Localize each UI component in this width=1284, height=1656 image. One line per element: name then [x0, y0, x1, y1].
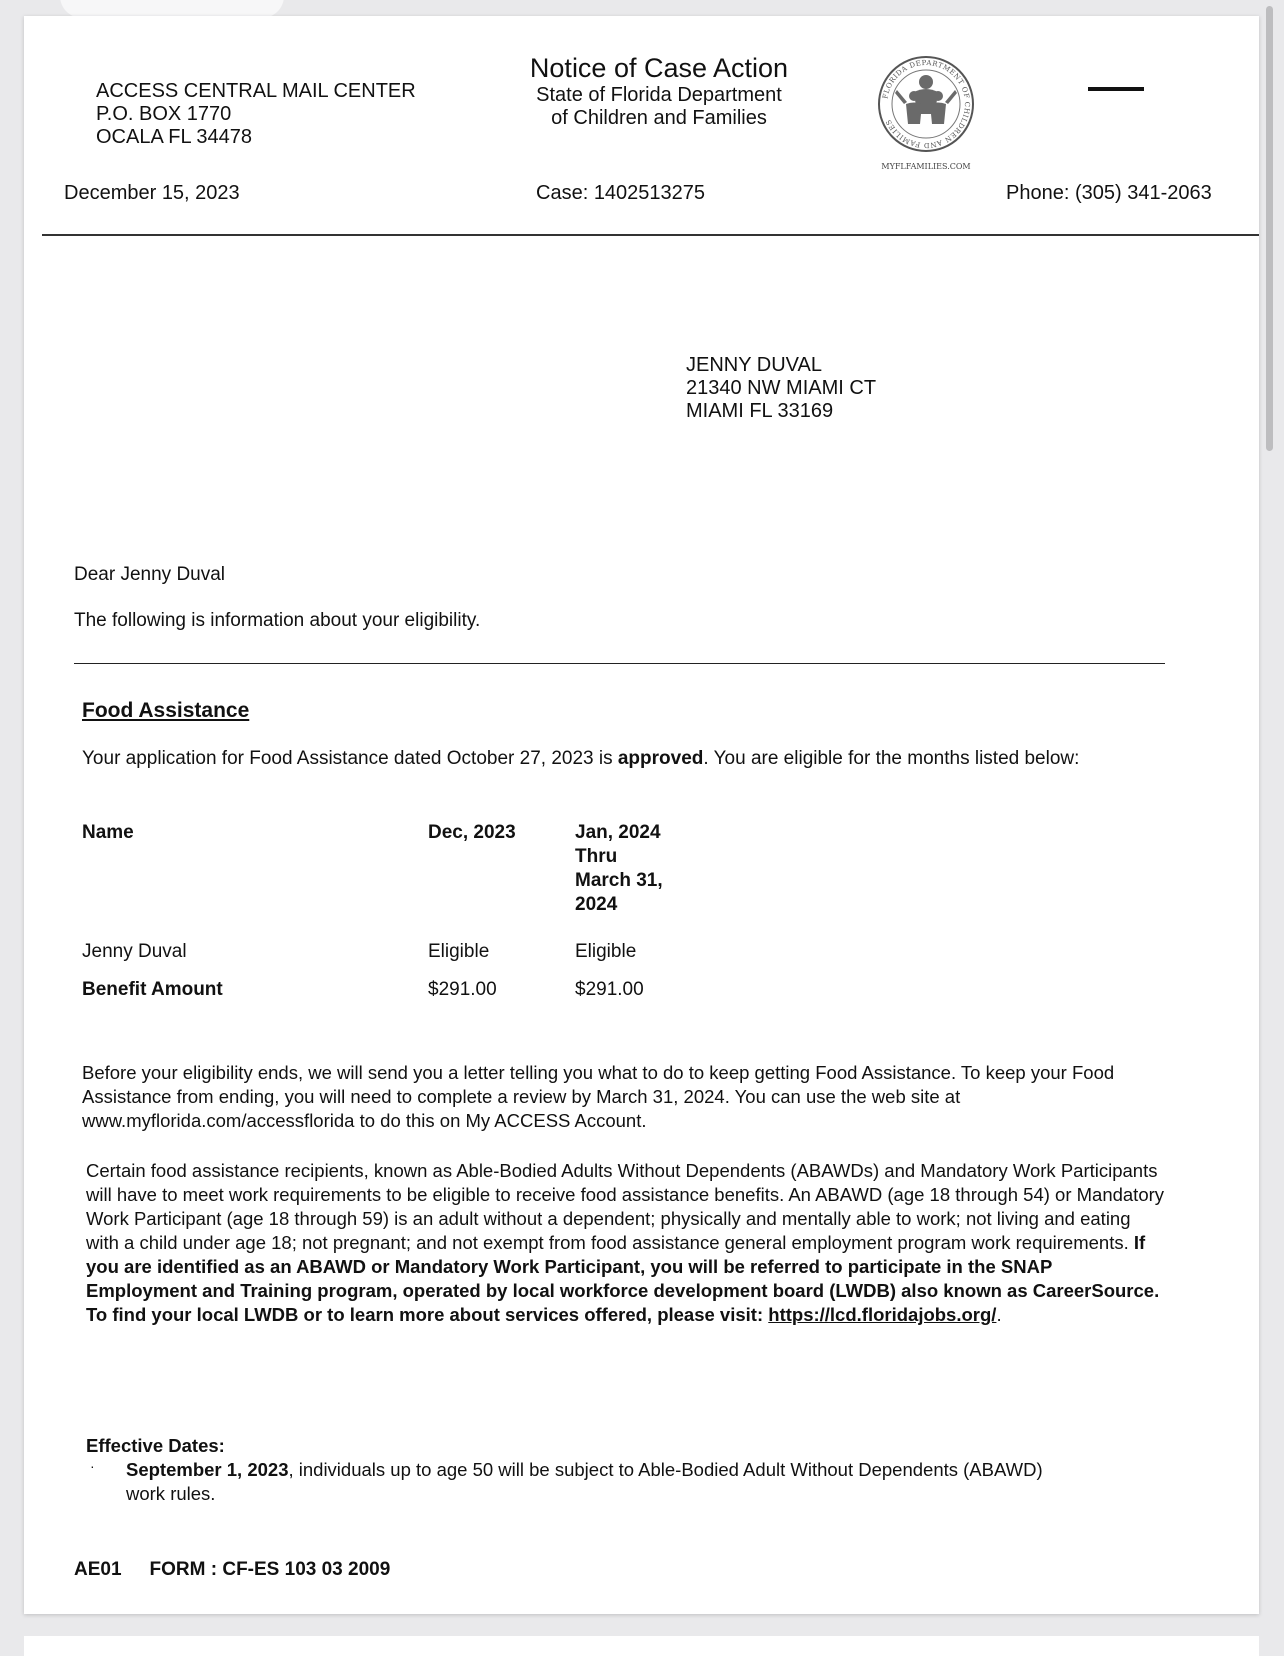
- phone-value: (305) 341-2063: [1074, 182, 1212, 204]
- abawd-end: .: [996, 1304, 1002, 1325]
- form-id: FORM : CF-ES 103 03 2009: [149, 1559, 391, 1580]
- table-cell-benefit-label: Benefit Amount: [82, 979, 223, 1000]
- return-address-line: ACCESS CENTRAL MAIL CENTER: [96, 80, 416, 102]
- table-header-line: Thru: [575, 846, 618, 867]
- table-header-line: 2024: [575, 894, 618, 915]
- notice-title: Notice of Case Action: [529, 53, 789, 83]
- header-divider: [42, 234, 1259, 236]
- table-header-line: Jan, 2024: [575, 822, 661, 843]
- review-paragraph: Before your eligibility ends, we will send you a letter telling you what to do to keep getting Food Assistance. To keep your Food Assistance from ending, you will need to complete a review by March 31, 2024. You can use the web site at www.myflorida.com/accessflorida to do this on My ACCESS Account.: [82, 1062, 1115, 1131]
- recipient-line: JENNY DUVAL: [686, 354, 822, 376]
- abawd-bold-text: If you are identified as an ABAWD or Mandatory Work Participant, you will be referred to participate in the SNAP Employment and Training program, operated by local workforce development board (LWDB) also known as CareerSource. To find your local LWDB or to learn more about services offered, please visit:: [86, 1232, 1160, 1325]
- recipient-line: 21340 NW MIAMI CT: [686, 377, 877, 399]
- bullet-dot-icon: ·: [90, 1458, 95, 1474]
- effective-date-item: [126, 1458, 1086, 1506]
- careersource-link[interactable]: https://lcd.floridajobs.org/: [768, 1304, 997, 1325]
- approval-text-post: . You are eligible for the months listed below:: [703, 748, 1080, 769]
- return-address-line: P.O. BOX 1770: [96, 103, 232, 125]
- approval-text-pre: Your application for Food Assistance dated October 27, 2023 is: [82, 748, 618, 769]
- effective-dates-title: Effective Dates:: [86, 1435, 225, 1456]
- table-header-dec: Dec, 2023: [428, 822, 516, 843]
- recipient-line: MIAMI FL 33169: [686, 400, 834, 422]
- agency-line-1: State of Florida Department: [536, 84, 782, 106]
- table-cell-name: Jenny Duval: [82, 941, 187, 962]
- abawd-text: Certain food assistance recipients, known as Able-Bodied Adults Without Dependents (ABAWDs) and Mandatory Work Participants will have to meet work requirements to be eligible to receive food assistance benefits. An ABAWD (age 18 through 54) or Mandatory Work Participant (age 18 through 59) is an adult without a dependent; physically and mentally able to work; not living and eating with a child under age 18; not pregnant; and not exempt from food assistance general employment program work requirements.: [86, 1160, 1165, 1253]
- notice-header: [504, 52, 814, 130]
- approval-status: approved: [617, 748, 704, 769]
- document-page: [24, 16, 1259, 1614]
- effective-date-desc: , individuals up to age 50 will be subject to Able-Bodied Adult Without Dependents (ABAWD) work rules.: [126, 1459, 1043, 1504]
- phone-label: Phone:: [1006, 182, 1070, 204]
- agency-line-2: of Children and Families: [551, 107, 767, 129]
- table-cell-dec-amount: $291.00: [428, 979, 497, 1000]
- table-cell-dec-status: Eligible: [428, 941, 490, 962]
- abawd-paragraph: [86, 1159, 1166, 1327]
- form-footer: [74, 1558, 390, 1582]
- svg-text:FLORIDA DEPARTMENT OF CHILDREN: FLORIDA DEPARTMENT OF CHILDREN AND FAMILIES: [881, 58, 972, 150]
- section-divider: [74, 663, 1165, 664]
- seal-url: MYFLFAMILIES.COM: [881, 162, 971, 171]
- notice-date: December 15, 2023: [64, 182, 240, 204]
- return-address: [96, 80, 416, 149]
- greeting: Dear Jenny Duval: [74, 564, 226, 585]
- vertical-scrollbar[interactable]: [1266, 6, 1273, 451]
- return-address-line: OCALA FL 34478: [96, 126, 253, 148]
- table-header-line: March 31,: [575, 870, 663, 891]
- recipient-address: [686, 354, 876, 423]
- case-label: Case:: [536, 182, 589, 204]
- table-cell-jan-amount: $291.00: [575, 979, 644, 1000]
- approval-statement: [82, 747, 1172, 771]
- case-value: 1402513275: [593, 182, 706, 204]
- intro-text: The following is information about your eligibility.: [74, 610, 481, 631]
- header-dash-mark: [1088, 87, 1144, 91]
- table-header-jan-march: [575, 821, 715, 917]
- case-number: [536, 182, 705, 205]
- next-page-edge: [24, 1636, 1259, 1656]
- table-cell-jan-status: Eligible: [575, 941, 637, 962]
- phone-number: [1006, 182, 1212, 205]
- section-title-food-assistance: Food Assistance: [82, 699, 250, 722]
- dcf-seal-logo: [873, 52, 979, 176]
- seal-icon: [873, 52, 979, 176]
- table-header-name: Name: [82, 822, 134, 843]
- form-code: AE01: [74, 1559, 122, 1580]
- effective-date: September 1, 2023: [126, 1459, 289, 1480]
